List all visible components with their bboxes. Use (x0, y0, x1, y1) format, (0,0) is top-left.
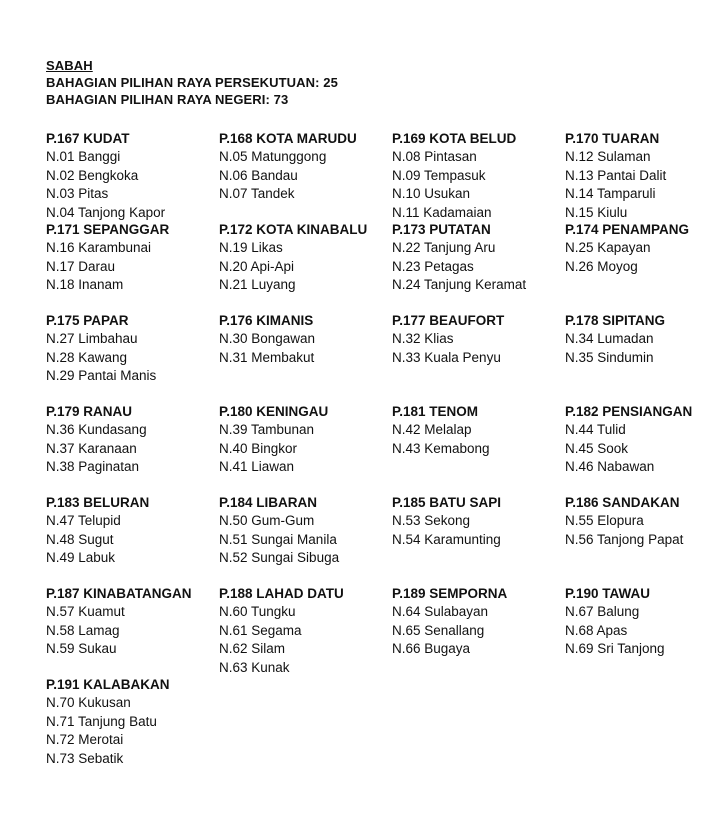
parliament-name: P.170 TUARAN (565, 131, 660, 146)
parliament-block (565, 403, 720, 477)
state-seat: N.33 Kuala Penyu (392, 349, 501, 365)
state-seat: N.55 Elopura (565, 513, 644, 528)
state-seat-list (392, 239, 564, 295)
state-title: SABAH (46, 58, 93, 73)
parliament-block (392, 403, 564, 458)
state-seat: N.72 Merotai (46, 732, 124, 747)
state-seat: N.64 Sulabayan (392, 604, 489, 619)
parliament-block (565, 494, 720, 549)
state-seat: N.42 Melalap (392, 422, 472, 437)
state-seat: N.49 Labuk (46, 550, 116, 565)
state-seat: N.44 Tulid (565, 422, 626, 437)
state-seat: N.36 Kundasang (46, 422, 147, 437)
state-seat: N.21 Luyang (219, 277, 296, 292)
parliament-block (219, 403, 391, 477)
state-seat: N.58 Lamag (46, 622, 120, 638)
state-seat: N.67 Balung (565, 604, 640, 619)
parliament-block (565, 312, 720, 367)
state-seat: N.08 Pintasan (392, 149, 477, 164)
state-seat: N.66 Bugaya (392, 641, 471, 656)
state-seat: N.17 Darau (46, 258, 116, 274)
constituency-grid (46, 130, 706, 776)
constituency-row (46, 494, 706, 585)
state-seat: N.23 Petagas (392, 258, 474, 274)
state-seat: N.43 Kemabong (392, 440, 490, 456)
parliament-block (219, 312, 391, 367)
state-seat-list (219, 330, 391, 367)
state-seat-list (219, 603, 391, 677)
state-seat: N.24 Tanjung Keramat (392, 277, 527, 292)
state-seat: N.14 Tamparuli (565, 186, 656, 201)
state-seat: N.65 Senallang (392, 622, 485, 638)
parliament-name: P.169 KOTA BELUD (392, 131, 517, 146)
parliament-block (219, 494, 391, 568)
parliament-name: P.180 KENINGAU (219, 404, 329, 419)
state-seat: N.28 Kawang (46, 349, 128, 365)
state-seat-list (219, 148, 391, 204)
state-seat: N.31 Membakut (219, 349, 315, 365)
state-seat-list (565, 603, 720, 659)
state-seat: N.34 Lumadan (565, 331, 654, 346)
parliament-block (392, 585, 564, 659)
parliament-block (392, 130, 564, 222)
state-seat: N.59 Sukau (46, 641, 117, 656)
parliament-name: P.172 KOTA KINABALU (219, 222, 368, 237)
state-seat: N.48 Sugut (46, 531, 114, 547)
parliament-block (46, 676, 218, 768)
state-seat: N.01 Banggi (46, 149, 121, 164)
state-seat: N.71 Tanjung Batu (46, 713, 157, 729)
state-seat: N.73 Sebatik (46, 750, 124, 766)
parliament-block (392, 494, 564, 549)
parliament-name: P.178 SIPITANG (565, 313, 666, 328)
parliament-name: P.184 LIBARAN (219, 495, 318, 510)
state-seat: N.15 Kiulu (565, 204, 628, 220)
state-seat-list (46, 512, 218, 568)
state-seat: N.07 Tandek (219, 186, 295, 201)
parliament-block (46, 312, 218, 386)
constituency-row (46, 403, 706, 494)
parliament-block (392, 221, 564, 295)
parliament-name: P.188 LAHAD DATU (219, 586, 344, 601)
state-seat: N.22 Tanjung Aru (392, 240, 496, 255)
state-seat: N.60 Tungku (219, 604, 296, 619)
state-seat-list (392, 330, 564, 367)
state-seat-list (219, 512, 391, 568)
constituency-row (46, 676, 706, 776)
state-seat: N.47 Telupid (46, 513, 121, 528)
parliament-name: P.185 BATU SAPI (392, 495, 502, 510)
state-seat: N.05 Matunggong (219, 149, 327, 164)
state-seat: N.19 Likas (219, 240, 283, 255)
parliament-block (46, 221, 218, 295)
state-seat: N.37 Karanaan (46, 440, 137, 456)
state-seat: N.10 Usukan (392, 186, 471, 201)
state-seat: N.13 Pantai Dalit (565, 167, 667, 183)
state-seat: N.46 Nabawan (565, 459, 655, 474)
parliament-name: P.183 BELURAN (46, 495, 150, 510)
state-seat: N.69 Sri Tanjong (565, 641, 665, 656)
state-seat-list (219, 421, 391, 477)
parliament-block (219, 130, 391, 204)
parliament-block (46, 585, 218, 659)
parliament-name: P.181 TENOM (392, 404, 479, 419)
state-seat: N.40 Bingkor (219, 440, 298, 456)
state-seat-list (46, 603, 218, 659)
state-seat: N.50 Gum-Gum (219, 513, 315, 528)
state-seat-list (46, 330, 218, 386)
state-seat-list (46, 694, 218, 768)
parliament-block (392, 312, 564, 367)
state-constituency-count: BAHAGIAN PILIHAN RAYA NEGERI: 73 (46, 92, 289, 107)
state-seat-list (392, 603, 564, 659)
document-header (46, 57, 338, 108)
state-seat: N.11 Kadamaian (392, 204, 492, 220)
parliament-name: P.191 KALABAKAN (46, 677, 170, 692)
state-seat: N.45 Sook (565, 440, 629, 456)
parliament-name: P.179 RANAU (46, 404, 133, 419)
parliament-block (219, 585, 391, 677)
parliament-block (565, 130, 720, 222)
state-seat-list (565, 148, 720, 222)
state-seat: N.29 Pantai Manis (46, 368, 157, 383)
parliament-name: P.167 KUDAT (46, 131, 130, 146)
parliament-name: P.190 TAWAU (565, 586, 651, 601)
state-seat: N.35 Sindumin (565, 349, 654, 365)
state-seat: N.30 Bongawan (219, 331, 316, 346)
parliament-name: P.177 BEAUFORT (392, 313, 505, 328)
state-seat-list (46, 239, 218, 295)
state-seat-list (392, 148, 564, 222)
state-seat: N.41 Liawan (219, 459, 295, 474)
state-seat: N.61 Segama (219, 622, 302, 638)
state-seat: N.27 Limbahau (46, 331, 138, 346)
constituency-row (46, 221, 706, 312)
state-seat: N.54 Karamunting (392, 531, 501, 547)
state-seat-list (565, 512, 720, 549)
parliament-name: P.189 SEMPORNA (392, 586, 508, 601)
state-seat: N.70 Kukusan (46, 695, 131, 710)
state-seat: N.02 Bengkoka (46, 167, 139, 183)
parliament-name: P.182 PENSIANGAN (565, 404, 693, 419)
constituency-row (46, 585, 706, 676)
state-seat: N.68 Apas (565, 622, 628, 638)
parliament-name: P.187 KINABATANGAN (46, 586, 192, 601)
parliament-name: P.174 PENAMPANG (565, 222, 690, 237)
state-seat: N.03 Pitas (46, 186, 109, 201)
constituency-row (46, 130, 706, 221)
state-seat: N.38 Paginatan (46, 459, 140, 474)
state-seat: N.51 Sungai Manila (219, 531, 337, 547)
state-seat: N.06 Bandau (219, 167, 298, 183)
state-seat-list (565, 330, 720, 367)
parliament-block (46, 403, 218, 477)
state-seat-list (46, 421, 218, 477)
state-seat: N.53 Sekong (392, 513, 471, 528)
state-seat: N.39 Tambunan (219, 422, 315, 437)
federal-constituency-count: BAHAGIAN PILIHAN RAYA PERSEKUTUAN: 25 (46, 75, 338, 90)
state-seat: N.04 Tanjong Kapor (46, 204, 166, 220)
state-seat-list (219, 239, 391, 295)
state-seat: N.20 Api-Api (219, 258, 295, 274)
state-seat: N.16 Karambunai (46, 240, 152, 255)
state-seat: N.63 Kunak (219, 659, 290, 675)
parliament-name: P.175 PAPAR (46, 313, 129, 328)
state-seat: N.56 Tanjong Papat (565, 531, 684, 547)
parliament-block (565, 221, 720, 276)
state-seat-list (46, 148, 218, 222)
parliament-block (565, 585, 720, 659)
parliament-name: P.176 KIMANIS (219, 313, 314, 328)
state-seat-list (565, 421, 720, 477)
parliament-block (46, 130, 218, 222)
parliament-block (46, 494, 218, 568)
state-seat: N.18 Inanam (46, 277, 124, 292)
state-seat: N.62 Silam (219, 641, 286, 656)
parliament-name: P.173 PUTATAN (392, 222, 491, 237)
state-seat: N.26 Moyog (565, 258, 638, 274)
state-seat: N.52 Sungai Sibuga (219, 550, 340, 565)
state-seat: N.32 Klias (392, 331, 454, 346)
parliament-name: P.186 SANDAKAN (565, 495, 680, 510)
state-seat-list (565, 239, 720, 276)
state-seat-list (392, 421, 564, 458)
state-seat: N.12 Sulaman (565, 149, 651, 164)
parliament-name: P.168 KOTA MARUDU (219, 131, 357, 146)
state-seat: N.57 Kuamut (46, 604, 125, 619)
parliament-block (219, 221, 391, 295)
state-seat-list (392, 512, 564, 549)
parliament-name: P.171 SEPANGGAR (46, 222, 170, 237)
state-seat: N.25 Kapayan (565, 240, 651, 255)
state-seat: N.09 Tempasuk (392, 167, 486, 183)
constituency-row (46, 312, 706, 403)
